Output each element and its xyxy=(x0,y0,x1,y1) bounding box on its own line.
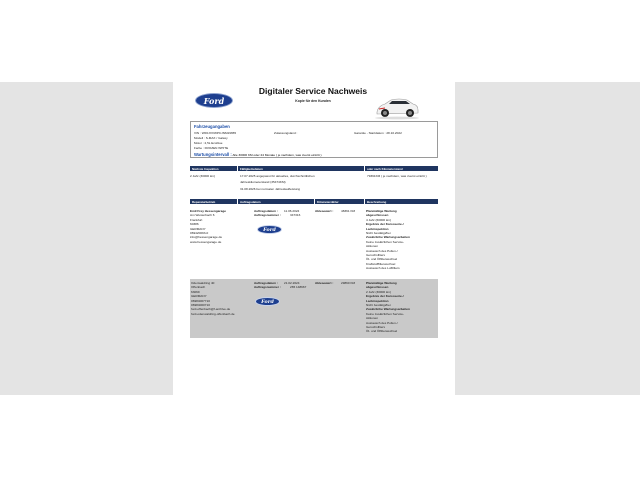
km-value: 29860 KM xyxy=(341,281,356,285)
garantie-start: Garantie - Startdatum : 28.10.2022 xyxy=(354,131,402,135)
col-betrieb: Reparaturbetrieb xyxy=(190,199,237,204)
desc-line: Keine zusätzlichen Service- xyxy=(366,239,405,244)
desc-line: Geruchsfilters xyxy=(366,325,386,329)
num-value: 347316 xyxy=(290,213,301,218)
desc-line: Lackinspektion xyxy=(366,298,389,303)
desc-line: Planmäßige Wartung xyxy=(366,209,397,213)
betrieb-line: Emil Frey Hessengarage xyxy=(190,209,226,213)
motor: Motor : 2,5L Ecoblue xyxy=(194,141,223,145)
desc-line: Ergebnis der Karosserie-/ xyxy=(366,222,404,227)
betrieb-line: 63069 xyxy=(191,289,200,294)
num-label: Auftragsnummer : xyxy=(254,213,281,218)
betrieb-line: Offenbach xyxy=(191,285,206,290)
farbe: Farbe : FROZEN WHITE xyxy=(194,146,229,150)
table-row-highlighted xyxy=(190,279,438,338)
betrieb-line: ford-odenwaldring-offenbach.de xyxy=(191,311,235,316)
km-value: 48361 KM xyxy=(341,209,356,213)
desc-line: Planmäßige Wartung xyxy=(366,281,397,285)
wartungsintervall xyxy=(194,152,322,157)
km-label: Ablesewert : xyxy=(315,281,334,285)
betrieb-line: Am Westerbach 6 xyxy=(190,213,215,218)
desc-line: Kraftstofffilterwechsel xyxy=(366,261,396,266)
document-title: Digitaler Service Nachweis xyxy=(258,86,368,96)
service-table-header xyxy=(190,199,438,205)
betrieb-line: 60386 xyxy=(190,222,199,227)
desc-line: 2 Jahr (30000 km) xyxy=(366,289,392,294)
betrieb-line: Odenwaldring 40 xyxy=(191,281,215,285)
betrieb-line: GERMANY xyxy=(190,226,206,231)
betrieb-line: 069420093-0 xyxy=(190,231,209,235)
vehicle-info-title: Fahrzeugangaben xyxy=(194,124,230,129)
km-header: oder nach Kilometerstand xyxy=(365,166,438,171)
document-page xyxy=(173,82,455,395)
desc-line: Austausch des Pollen-/ xyxy=(366,248,398,253)
vehicle-image xyxy=(373,92,421,122)
date-label: Auftragsdatum : xyxy=(254,209,278,213)
col-datum: Auftragsdatum xyxy=(238,199,314,204)
date-label: Auftragsdatum : xyxy=(254,281,278,285)
ford-logo-small: Ford xyxy=(255,297,280,306)
interval-value: Alle 30000 KM oder 24 Monate ( je nachdem, was zuerst eintritt ) xyxy=(232,153,322,157)
betrieb-line: GERMANY xyxy=(191,294,207,299)
due-date-header: Fälligkeitsdatum xyxy=(238,166,364,171)
desc-line: 4 Jahr (60000 km) xyxy=(366,217,392,222)
desc-line: Zusätzliche Wartungsarbeiten xyxy=(366,307,410,312)
betrieb-line: Frankfurt xyxy=(190,217,203,222)
desc-line: Nicht bestätigt/bei xyxy=(366,303,391,307)
due-line-2: Jahreskilometerstand (35474KM) xyxy=(240,180,286,184)
due-line-1: 17.07.2025 angepasst für aktuelles, durchschnittlichen xyxy=(240,174,315,178)
desc-line: Lackinspektion xyxy=(366,226,389,231)
desc-line: abgeschlossen xyxy=(366,285,389,290)
desc-line: Austausch des Pollen-/ xyxy=(366,320,398,325)
desc-line: Ergebnis der Karosserie-/ xyxy=(366,294,404,299)
desc-line: Aktionen xyxy=(366,244,379,249)
vehicle-info-box xyxy=(190,121,438,158)
desc-line: Nicht bestätigt/bei xyxy=(366,231,391,235)
next-inspection-header: Nächste Inspektion xyxy=(190,166,237,171)
num-label: Auftragsnummer : xyxy=(254,285,281,290)
zulassungsland: Zulassungsland : xyxy=(274,131,298,135)
next-km: 79391KM ( je nachdem, was zuerst eintritt ) xyxy=(367,174,427,178)
desc-line: Öl- und Ölfilterwechsel xyxy=(366,257,398,262)
betrieb-line: 06984007710 xyxy=(191,298,210,303)
col-km: Kilometerzähler xyxy=(315,199,364,204)
interval-label: Wartungsintervall : xyxy=(194,152,232,157)
col-beschreibung: Beschreibung xyxy=(365,199,438,204)
betrieb-line: ford-offenbach@f-archive.de xyxy=(191,307,231,312)
betrieb-line: www.hessengarage.de xyxy=(190,239,222,244)
due-line-3: 31.08.2026 bei normalen Jahreslaufleistung xyxy=(240,187,301,191)
vin: VIN : WF0JXXWPCJNM19655 xyxy=(194,131,237,135)
ford-logo: Ford xyxy=(195,93,233,108)
km-label: Ablesewert : xyxy=(315,209,334,213)
ford-logo-small: Ford xyxy=(257,225,282,234)
desc-line: Aktionen xyxy=(366,316,379,321)
next-interval: 2 Jahr (30000 km) xyxy=(190,174,216,178)
modell: Modell : S-MAX / Galaxy xyxy=(194,136,228,140)
desc-line: Keine zusätzlichen Service- xyxy=(366,311,405,316)
date-value: 11.06.2024 xyxy=(284,209,300,213)
desc-line: Öl- und Ölfilterwechsel xyxy=(366,329,398,334)
table-row xyxy=(190,209,438,275)
desc-line: Geruchsfilters xyxy=(366,253,386,257)
betrieb-line: 06984000710 xyxy=(191,303,210,307)
num-value: 265 148667 xyxy=(290,285,307,290)
desc-line: Zusätzliche Wartungsarbeiten xyxy=(366,235,410,240)
desc-line: abgeschlossen xyxy=(366,213,389,218)
document-subtitle: Kopie für den Kunden xyxy=(295,99,331,103)
date-value: 21.02.2024 xyxy=(284,281,300,285)
next-inspection-section xyxy=(190,166,438,190)
desc-line: Austausch des Luftfilters xyxy=(366,266,400,271)
betrieb-line: info@hessengarage.de xyxy=(190,235,223,240)
